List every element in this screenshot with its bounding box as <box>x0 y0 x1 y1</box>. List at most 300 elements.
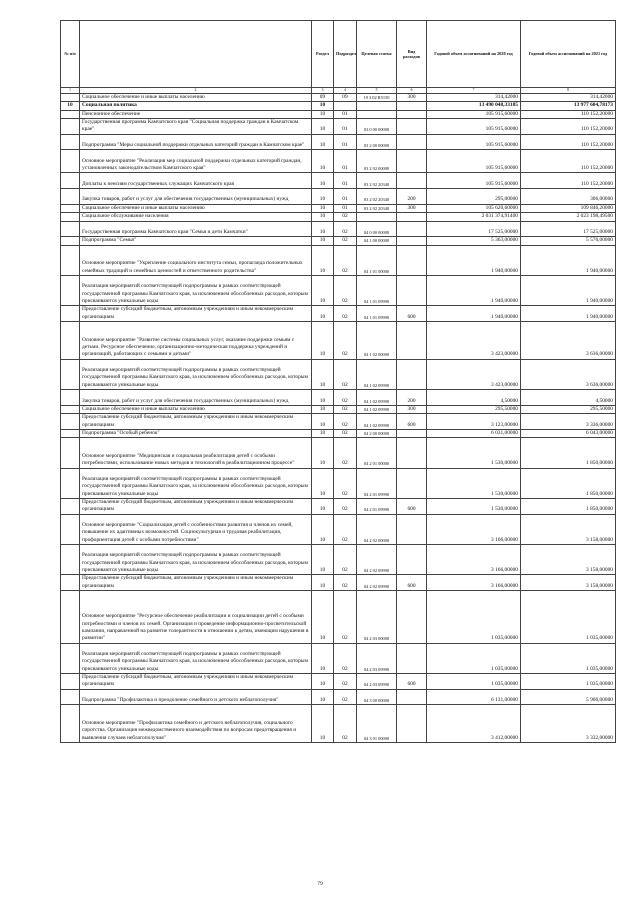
row-amount-2020: 3 166,00000 <box>427 514 521 544</box>
row-number <box>61 405 80 413</box>
row-subsection: 02 <box>334 575 357 591</box>
row-name: Основное мероприятие "Укрепление социального института семьи, пропаганда положительных семейных традиций и семейных ценностей и ответственного родительства" <box>80 245 312 275</box>
row-amount-2020: 105 915,60000 <box>427 119 521 135</box>
row-amount-2020: 3 166,00000 <box>427 545 521 575</box>
row-section: 10 <box>312 405 334 413</box>
row-section: 10 <box>312 545 334 575</box>
row-expense-type <box>397 591 427 643</box>
row-target-article: 04 3 00 00000 <box>357 689 397 705</box>
table-row <box>61 94 616 102</box>
row-number <box>61 438 80 468</box>
row-amount-2021: 3 158,00000 <box>521 575 616 591</box>
row-number <box>61 306 80 322</box>
row-section: 10 <box>312 204 334 212</box>
row-expense-type <box>397 237 427 245</box>
row-name: Доплаты к пенсиям государственных служащих Камчатского края <box>80 173 312 189</box>
row-subsection: 02 <box>334 499 357 515</box>
row-amount-2021: 1 940,00000 <box>521 306 616 322</box>
row-subsection: 02 <box>334 245 357 275</box>
row-target-article: 04 2 02 00000 <box>357 514 397 544</box>
row-subsection: 02 <box>334 438 357 468</box>
row-section: 10 <box>312 468 334 498</box>
row-number <box>61 499 80 515</box>
table-row <box>61 322 616 360</box>
row-section: 10 <box>312 673 334 689</box>
row-name: Подпрограмма "Профилактика и преодоление семейного и детского неблагополучия" <box>80 689 312 705</box>
row-number <box>61 213 80 221</box>
table-row <box>61 689 616 705</box>
table-row <box>61 150 616 173</box>
row-target-article: 04 1 02 09990 <box>357 390 397 406</box>
row-expense-type <box>397 134 427 150</box>
row-target-article: 04 2 03 09990 <box>357 643 397 673</box>
row-name: Основное мероприятие "Медицинская и социальная реабилитация детей с особыми потребностями, использование новых методов и технологий в реабилитационном процессе" <box>80 438 312 468</box>
row-subsection: 02 <box>334 429 357 437</box>
row-name: Реализация мероприятий соответствующей подпрограммы в рамках соответствующей государственной программы Камчатского края, за исключением обособленных расходов, которым присваиваются уникальные коды <box>80 359 312 389</box>
row-target-article <box>357 110 397 118</box>
row-number <box>61 322 80 360</box>
row-amount-2021: 13 977 604,78173 <box>521 102 616 110</box>
row-expense-type <box>397 514 427 544</box>
row-subsection: 02 <box>334 390 357 406</box>
table-row <box>61 591 616 643</box>
row-name: Социальное обеспечение и иные выплаты населению <box>80 405 312 413</box>
table-row <box>61 499 616 515</box>
row-amount-2020: 105 915,60000 <box>427 134 521 150</box>
row-subsection: 02 <box>334 221 357 237</box>
header-name <box>80 21 312 88</box>
row-amount-2021: 1 035,00000 <box>521 673 616 689</box>
row-number <box>61 110 80 118</box>
row-number <box>61 204 80 212</box>
row-amount-2020: 5 363,00000 <box>427 237 521 245</box>
row-section: 10 <box>312 499 334 515</box>
row-section: 10 <box>312 119 334 135</box>
table-row <box>61 359 616 389</box>
row-amount-2020: 2 031 374,91400 <box>427 213 521 221</box>
row-target-article: 04 1 01 09990 <box>357 306 397 322</box>
row-target-article: 19 3 02 R5150 <box>357 94 397 102</box>
row-subsection: 02 <box>334 275 357 305</box>
row-section: 10 <box>312 221 334 237</box>
header-expense-type: Вид расходов <box>397 21 427 88</box>
table-row <box>61 213 616 221</box>
row-number <box>61 275 80 305</box>
row-amount-2020: 1 035,00000 <box>427 673 521 689</box>
table-row <box>61 390 616 406</box>
row-expense-type <box>397 245 427 275</box>
row-subsection: 01 <box>334 119 357 135</box>
row-subsection: 02 <box>334 322 357 360</box>
column-index: 6 <box>397 88 427 94</box>
row-amount-2021: 1 940,00000 <box>521 275 616 305</box>
row-target-article: 04 1 02 00000 <box>357 322 397 360</box>
row-amount-2021: 1 035,00000 <box>521 643 616 673</box>
row-amount-2020: 4,50000 <box>427 390 521 406</box>
row-section: 10 <box>312 245 334 275</box>
row-number <box>61 514 80 544</box>
row-amount-2021: 110 152,20000 <box>521 173 616 189</box>
row-section: 10 <box>312 414 334 430</box>
row-subsection: 02 <box>334 359 357 389</box>
row-number <box>61 468 80 498</box>
row-number <box>61 150 80 173</box>
table-header-row <box>61 21 616 88</box>
row-name: Государственная программа Камчатского края "Семья и дети Камчатки" <box>80 221 312 237</box>
row-section: 10 <box>312 306 334 322</box>
row-subsection: 01 <box>334 189 357 205</box>
row-subsection: 02 <box>334 705 357 743</box>
row-number <box>61 429 80 437</box>
row-section: 10 <box>312 429 334 437</box>
row-name: Предоставление субсидий бюджетным, автономным учреждениям и иным некоммерческим организациям <box>80 306 312 322</box>
table-row <box>61 405 616 413</box>
header-amount-2021: Годовой объем ассигнований на 2021 год <box>521 21 616 88</box>
row-amount-2020: 1 940,00000 <box>427 245 521 275</box>
row-subsection: 01 <box>334 110 357 118</box>
row-amount-2021: 3 636,00000 <box>521 359 616 389</box>
row-amount-2021: 2 023 198,49500 <box>521 213 616 221</box>
row-amount-2020: 1 035,00000 <box>427 643 521 673</box>
table-row <box>61 643 616 673</box>
table-row <box>61 673 616 689</box>
table-row <box>61 306 616 322</box>
column-index: 4 <box>334 88 357 94</box>
row-name: Государственная программа Камчатского края "Социальная поддержка граждан в Камчатском крае" <box>80 119 312 135</box>
row-section: 10 <box>312 359 334 389</box>
row-section: 10 <box>312 110 334 118</box>
row-expense-type <box>397 545 427 575</box>
row-subsection: 02 <box>334 405 357 413</box>
row-amount-2021: 1 850,00000 <box>521 499 616 515</box>
row-target-article: 04 1 02 09990 <box>357 414 397 430</box>
row-name: Закупка товаров, работ и услуг для обеспечения государственных (муниципальных) нужд <box>80 189 312 205</box>
row-number <box>61 673 80 689</box>
row-amount-2020: 105 915,60000 <box>427 110 521 118</box>
row-section: 10 <box>312 689 334 705</box>
row-target-article: 03 0 00 00000 <box>357 119 397 135</box>
row-section: 10 <box>312 102 334 110</box>
table-row <box>61 414 616 430</box>
row-name: Предоставление субсидий бюджетным, автономным учреждениям и иным некоммерческим организациям <box>80 414 312 430</box>
table-row <box>61 545 616 575</box>
row-name: Социальное обслуживание населения <box>80 213 312 221</box>
row-amount-2020: 1 530,00000 <box>427 438 521 468</box>
row-expense-type: 200 <box>397 189 427 205</box>
row-section: 10 <box>312 390 334 406</box>
row-name: Предоставление субсидий бюджетным, автономным учреждениям и иным некоммерческим организациям <box>80 673 312 689</box>
table-row <box>61 705 616 743</box>
row-number <box>61 591 80 643</box>
row-amount-2021: 3 158,00000 <box>521 514 616 544</box>
table-row <box>61 275 616 305</box>
row-name: Основное мероприятие "Ресурсное обеспечение реабилитации и социализации детей с особыми потребностями и членов их семей. Организация и проведение информационно-просветительской кампании, направленной на развитие толерантности в отношении к детям, имеющим нарушения в развитии" <box>80 591 312 643</box>
page-number: 79 <box>317 881 323 887</box>
row-expense-type <box>397 322 427 360</box>
column-index: 2 <box>80 88 312 94</box>
row-amount-2021: 110 152,20000 <box>521 150 616 173</box>
row-name: Закупка товаров, работ и услуг для обеспечения государственных (муниципальных) нужд <box>80 390 312 406</box>
row-target-article: 04 2 02 09990 <box>357 575 397 591</box>
row-name: Социальное обеспечение и иные выплаты населению <box>80 204 312 212</box>
row-amount-2020: 3 412,00000 <box>427 705 521 743</box>
row-amount-2020: 295,50000 <box>427 405 521 413</box>
row-target-article: 04 1 01 09990 <box>357 275 397 305</box>
row-amount-2021: 110 152,20000 <box>521 134 616 150</box>
row-subsection: 02 <box>334 514 357 544</box>
row-target-article: 03 2 02 20340 <box>357 173 397 189</box>
row-amount-2021: 3 336,00000 <box>521 414 616 430</box>
row-target-article: 04 2 02 09990 <box>357 545 397 575</box>
row-target-article: 04 1 02 09990 <box>357 359 397 389</box>
row-expense-type: 600 <box>397 673 427 689</box>
row-section: 10 <box>312 591 334 643</box>
row-expense-type <box>397 221 427 237</box>
table-row <box>61 204 616 212</box>
row-subsection: 01 <box>334 150 357 173</box>
row-amount-2021: 314,42000 <box>521 94 616 102</box>
row-name: Реализация мероприятий соответствующей подпрограммы в рамках соответствующей государственной программы Камчатского края, за исключением обособленных расходов, которым присваиваются уникальные коды <box>80 643 312 673</box>
row-number <box>61 705 80 743</box>
row-amount-2021: 3 332,00000 <box>521 705 616 743</box>
row-amount-2020: 17 525,00000 <box>427 221 521 237</box>
row-number <box>61 575 80 591</box>
row-expense-type: 300 <box>397 405 427 413</box>
row-subsection: 09 <box>334 94 357 102</box>
row-amount-2020: 105 620,60000 <box>427 204 521 212</box>
row-amount-2020: 3 123,00000 <box>427 414 521 430</box>
row-number <box>61 390 80 406</box>
row-number <box>61 545 80 575</box>
row-amount-2020: 1 940,00000 <box>427 275 521 305</box>
column-index: 1 <box>61 88 80 94</box>
row-target-article: 04 2 01 09990 <box>357 468 397 498</box>
row-subsection: 02 <box>334 673 357 689</box>
table-row <box>61 134 616 150</box>
row-expense-type <box>397 438 427 468</box>
row-expense-type <box>397 119 427 135</box>
header-section: Раздел <box>312 21 334 88</box>
row-expense-type <box>397 110 427 118</box>
table-row <box>61 237 616 245</box>
table-row <box>61 173 616 189</box>
table-row <box>61 189 616 205</box>
row-subsection: 02 <box>334 689 357 705</box>
table-row <box>61 221 616 237</box>
row-section: 10 <box>312 150 334 173</box>
row-amount-2021: 1 850,00000 <box>521 438 616 468</box>
row-target-article: 04 2 03 00000 <box>357 591 397 643</box>
row-target-article: 04 1 02 09990 <box>357 405 397 413</box>
row-name: Предоставление субсидий бюджетным, автономным учреждениям и иным некоммерческим организациям <box>80 499 312 515</box>
row-subsection: 01 <box>334 134 357 150</box>
row-amount-2021: 3 158,00000 <box>521 545 616 575</box>
row-expense-type <box>397 275 427 305</box>
row-amount-2020: 105 915,60000 <box>427 173 521 189</box>
row-expense-type <box>397 429 427 437</box>
row-number <box>61 245 80 275</box>
row-expense-type <box>397 150 427 173</box>
row-subsection: 02 <box>334 643 357 673</box>
header-number: № п/п <box>61 21 80 88</box>
row-target-article: 03 2 02 20340 <box>357 189 397 205</box>
row-subsection: 02 <box>334 306 357 322</box>
row-amount-2020: 13 490 048,33185 <box>427 102 521 110</box>
row-amount-2021: 1 035,00000 <box>521 591 616 643</box>
row-target-article: 04 1 00 00000 <box>357 237 397 245</box>
header-amount-2020: Годовой объем ассигнований на 2020 год <box>427 21 521 88</box>
row-name: Реализация мероприятий соответствующей подпрограммы в рамках соответствующей государственной программы Камчатского края, за исключением обособленных расходов, которым присваиваются уникальные коды <box>80 275 312 305</box>
row-expense-type: 600 <box>397 306 427 322</box>
row-subsection: 02 <box>334 468 357 498</box>
row-target-article: 03 2 00 00000 <box>357 134 397 150</box>
table-row <box>61 468 616 498</box>
row-amount-2020: 1 940,00000 <box>427 306 521 322</box>
row-expense-type <box>397 102 427 110</box>
row-target-article: 04 2 01 00000 <box>357 438 397 468</box>
row-amount-2021: 3 636,00000 <box>521 322 616 360</box>
row-target-article: 04 2 03 09990 <box>357 673 397 689</box>
row-subsection: 01 <box>334 204 357 212</box>
row-amount-2020: 105 915,60000 <box>427 150 521 173</box>
row-number <box>61 643 80 673</box>
row-name: Предоставление субсидий бюджетным, автономным учреждениям и иным некоммерческим организациям <box>80 575 312 591</box>
row-expense-type: 300 <box>397 94 427 102</box>
row-subsection: 02 <box>334 237 357 245</box>
row-expense-type: 300 <box>397 204 427 212</box>
document-page <box>60 20 615 743</box>
row-expense-type: 600 <box>397 499 427 515</box>
row-name: Социальная политика <box>80 102 312 110</box>
table-row <box>61 514 616 544</box>
row-target-article <box>357 102 397 110</box>
row-amount-2021: 110 152,20000 <box>521 110 616 118</box>
row-subsection: 02 <box>334 213 357 221</box>
table-row <box>61 119 616 135</box>
row-number <box>61 119 80 135</box>
row-number <box>61 237 80 245</box>
row-number <box>61 359 80 389</box>
column-index: 5 <box>357 88 397 94</box>
table-row <box>61 110 616 118</box>
row-target-article: 04 2 00 00000 <box>357 429 397 437</box>
row-amount-2020: 314,42000 <box>427 94 521 102</box>
row-amount-2021: 110 152,20000 <box>521 119 616 135</box>
row-section: 10 <box>312 213 334 221</box>
row-section: 10 <box>312 514 334 544</box>
table-row <box>61 245 616 275</box>
row-name: Реализация мероприятий соответствующей подпрограммы в рамках соответствующей государственной программы Камчатского края, за исключением обособленных расходов, которым присваиваются уникальные коды <box>80 468 312 498</box>
row-expense-type: 600 <box>397 414 427 430</box>
row-amount-2021: 1 850,00000 <box>521 468 616 498</box>
row-target-article: 04 1 01 00000 <box>357 245 397 275</box>
row-expense-type <box>397 359 427 389</box>
row-expense-type <box>397 173 427 189</box>
row-subsection <box>334 102 357 110</box>
row-amount-2020: 295,00000 <box>427 189 521 205</box>
row-amount-2020: 1 530,00000 <box>427 499 521 515</box>
row-target-article: 04 2 01 09990 <box>357 499 397 515</box>
row-amount-2021: 109 846,20000 <box>521 204 616 212</box>
row-name: Подпрограмма "Особый ребенок" <box>80 429 312 437</box>
row-name: Реализация мероприятий соответствующей подпрограммы в рамках соответствующей государственной программы Камчатского края, за исключением обособленных расходов, которым присваиваются уникальные коды <box>80 545 312 575</box>
row-section: 10 <box>312 322 334 360</box>
row-number <box>61 189 80 205</box>
column-index: 8 <box>521 88 616 94</box>
column-index: 3 <box>312 88 334 94</box>
row-section: 10 <box>312 705 334 743</box>
row-name: Пенсионное обеспечение <box>80 110 312 118</box>
row-number: 10 <box>61 102 80 110</box>
table-row <box>61 102 616 110</box>
row-section: 09 <box>312 94 334 102</box>
row-section: 10 <box>312 189 334 205</box>
row-amount-2021: 5 576,00000 <box>521 237 616 245</box>
row-amount-2021: 1 940,00000 <box>521 245 616 275</box>
row-amount-2021: 306,00000 <box>521 189 616 205</box>
row-name: Социальное обеспечение и иные выплаты населению <box>80 94 312 102</box>
row-name: Основное мероприятие "Реализация мер социальной поддержки отдельных категорий граждан, установленных законодательством Камчатского края" <box>80 150 312 173</box>
row-amount-2021: 295,50000 <box>521 405 616 413</box>
row-target-article: 04 3 01 00000 <box>357 705 397 743</box>
row-expense-type: 600 <box>397 575 427 591</box>
row-amount-2021: 17 525,00000 <box>521 221 616 237</box>
column-index: 7 <box>427 88 521 94</box>
row-number <box>61 173 80 189</box>
header-target-article: Целевая статья <box>357 21 397 88</box>
row-target-article: 03 2 02 00000 <box>357 150 397 173</box>
row-amount-2020: 3 166,00000 <box>427 575 521 591</box>
row-name: Основное мероприятие "Социализация детей с особенностями развития и членов их семей, повышение их адаптивных возможностей. Социокультурная и трудовая реабилитация, профориентация детей с особыми потребностями" <box>80 514 312 544</box>
row-target-article <box>357 213 397 221</box>
row-amount-2021: 6 043,00000 <box>521 429 616 437</box>
row-number <box>61 134 80 150</box>
row-target-article: 04 0 00 00000 <box>357 221 397 237</box>
table-row <box>61 575 616 591</box>
row-amount-2020: 3 423,00000 <box>427 322 521 360</box>
row-expense-type <box>397 468 427 498</box>
row-amount-2020: 1 530,00000 <box>427 468 521 498</box>
table-body <box>61 94 616 743</box>
row-subsection: 02 <box>334 591 357 643</box>
row-amount-2021: 5 906,00000 <box>521 689 616 705</box>
row-subsection: 02 <box>334 545 357 575</box>
row-name: Подпрограмма "Семья" <box>80 237 312 245</box>
table-row <box>61 438 616 468</box>
budget-table <box>60 20 616 743</box>
row-number <box>61 94 80 102</box>
header-subsection: Подраздел <box>334 21 357 88</box>
row-section: 10 <box>312 438 334 468</box>
row-expense-type <box>397 705 427 743</box>
row-expense-type <box>397 213 427 221</box>
row-number <box>61 221 80 237</box>
row-section: 10 <box>312 237 334 245</box>
row-name: Основное мероприятие "Профилактика семейного и детского неблагополучия, социального сиротства. Организация межведомственного взаимодействия по вопросам предотвращения и выявления случаев неблагополучия" <box>80 705 312 743</box>
row-amount-2020: 3 423,00000 <box>427 359 521 389</box>
row-amount-2021: 4,50000 <box>521 390 616 406</box>
row-expense-type <box>397 689 427 705</box>
row-amount-2020: 6 131,00000 <box>427 689 521 705</box>
row-expense-type <box>397 643 427 673</box>
row-subsection: 02 <box>334 414 357 430</box>
row-section: 10 <box>312 134 334 150</box>
row-name: Подпрограмма "Меры социальной поддержки отдельных категорий граждан в Камчатском крае" <box>80 134 312 150</box>
row-section: 10 <box>312 643 334 673</box>
row-section: 10 <box>312 173 334 189</box>
row-name: Основное мероприятие "Развитие системы социальных услуг, оказание поддержки семьям с детьми. Ресурсное обеспечение, организационно-методическая поддержка учреждений и организаций, работающих с семьями и детьми" <box>80 322 312 360</box>
row-number <box>61 689 80 705</box>
